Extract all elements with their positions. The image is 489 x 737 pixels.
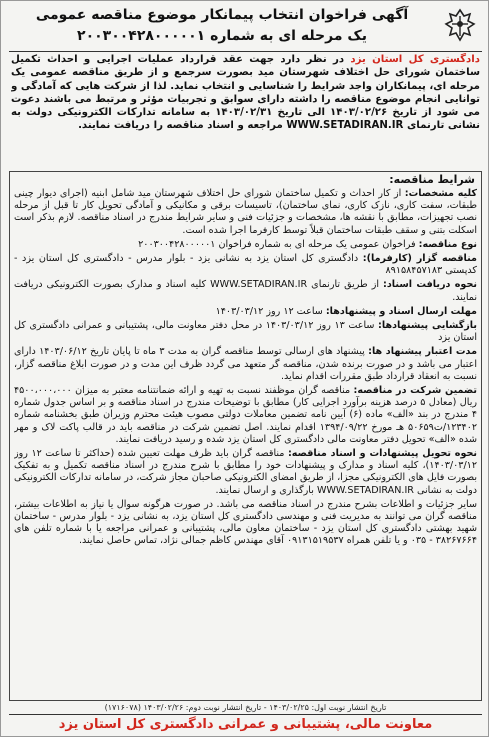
condition-item [14,346,477,383]
condition-text: پیشنهاد های ارسالی توسط مناقصه گران به مدت ۳ ماه تا پایان تاریخ ۱۴۰۳/۰۶/۱۲ دارای اعتبار می باشد و در صورت برنده شدن، مناقصه گر متعهد می گردد ظرف این مدت و در صورت ابلاغ مناقصه گزار، نسبت به انعقاد قرارداد طبق مقررات اقدام نماید. [14,346,477,382]
issuer-footer: معاونت مالی، پشتیبانی و عمرانی دادگستری کل استان یزد [9,714,482,735]
condition-text: دادگستری کل استان یزد به نشانی یزد - بلوار مدرس - دادگستری کل استان یزد - کدپستی ۸۹۱۵۸۴۵۷۱۸۳ [14,253,477,277]
conditions-title: شرایط مناقصه: [389,173,475,186]
condition-item [14,385,477,446]
condition-text: از کار احداث و تکمیل ساختمان شورای حل اختلاف شهرستان مید شامل ابنیه (اجرای دیوار چینی طبقات، سفت کاری، نازک کاری، نمای ساختمان)، تاسیسات برقی و مکانیکی و آمادگی تحویل کار تا قبل از مرحله نصب تجهیزات، مطابق با نقشه ها، مشخصات و جزئیات فنی و سایر شرایط مندرج در اسناد مناقصه. لازم بذکر است اسکلت بتنی و سقف طبقات ساختمان قبلاً توسط کارفرما اجرا شده است. [14,188,477,236]
publish-info: (۱۷۱۶۰۷۸) تاریخ انتشار نوبت اول: ۱۴۰۳/۰۲/۲۵ - تاریخ انتشار نوبت دوم: ۱۴۰۳/۰۲/۲۶ [104,703,387,712]
condition-text: ساعت ۱۳ روز ۱۴۰۳/۰۳/۱۲ در محل دفتر معاونت مالی، پشتیبانی و عمرانی دادگستری کل استان یزد [14,320,477,344]
emblem-icon [440,6,480,46]
condition-label: نوع مناقصه: [418,238,477,250]
condition-text: سایر جزئیات و اطلاعات بشرح مندرج در اسناد مناقصه می باشد. در صورت هرگونه سوال یا نیاز به اطلاعات بیشتر، مناقصه گران می توانند به مدیریت فنی و مهندسی دادگستری کل استان یزد، به نشانی یزد - بلوار مدرس - ساختمان شهید بهشتی دادگستری کل استان یزد - ساختمان معاون مالی، پشتیبانی و عمرانی مراجعه یا با شماره تلفن های ۳۸۲۶۷۶۶۴ - ۰۳۵ و یا تلفن همراه ۰۹۱۳۱۵۱۹۵۳۷ آقای مهندس کاظم جمالی نژاد، تماس حاصل نمایند. [14,498,477,547]
condition-text: مناقصه گران موظفند نسبت به تهیه و ارائه ضمانتنامه معتبر به میزان ۴۵۰۰،۰۰۰،۰۰۰ ریال (معادل ۵ درصد هزینه برآورد اجرایی کار) مطابق با توضیحات مندرج در اسناد مناقصه و بر اساس جدول شماره ۴ مندرج در بند «الف» ماده (۶) آیین نامه تضمین معاملات دولتی مصوب هیئت محترم وزیران طبق بخشنامه شماره ۱۲۳۴۰۲/ت۵۰۶۵۹ هـ مورخ ۱۳۹۴/۰۹/۲۲ اقدام نمایند. اصل تضمین شرکت در مناقصه باید در قالب پاکت لاک و مهر شده «الف» تحویل دفتر معاونت مالی دادگستری کل استان یزد شده و رسید دریافت نمایند. [14,385,477,445]
condition-item [14,320,477,344]
condition-label: مدت اعتبار پیشنهاد ها: [368,346,477,358]
notice-header [9,3,482,52]
notice-title: آگهی فراخوان انتخاب پیمانکار موضوع مناقصه عمومی [35,7,409,23]
condition-item [14,499,477,548]
condition-label: نحوه دریافت اسناد: [383,279,477,291]
organization-name: دادگستری کل استان یزد [350,54,480,65]
condition-item [14,239,477,251]
condition-label: تضمین شرکت در مناقصه: [353,385,477,397]
condition-label: مهلت ارسال اسناد و پیشنهادها: [325,305,477,317]
condition-text: ساعت ۱۲ روز ۱۴۰۳/۰۳/۱۲ [215,305,323,317]
condition-item [14,188,477,237]
condition-text: مناقصه گران باید ظرف مهلت تعیین شده (حداکثر تا ساعت ۱۲ روز ۱۴۰۳/۰۳/۱۲)، کلیه اسناد و مدارک و پیشنهادات خود را مطابق با شرح مندرج در اسناد مناقصه تکمیل و به تفکیک بصورت فایل های الکترونیکی مجزا، از طریق امضای الکترونیکی صاحبان مجاز شرکت، در سامانه تدارکات الکترونیکی دولت به نشانی WWW.SETADIRAN.IR بارگذاری و ارسال نمایند. [14,448,477,496]
condition-label: بازگشایی پیشنهادها: [378,320,477,332]
condition-text: فراخوان عمومی یک مرحله ای به شماره فراخوان ۲۰۰۳۰۰۴۲۸۰۰۰۰۰۱ [138,238,416,250]
conditions-box [9,171,482,701]
intro-text: در نظر دارد جهت عقد قرارداد عملیات اجرایی و احداث تکمیل ساختمان شورای حل اختلاف شهرستان مید بصورت سرجمع و از طریق مناقصه عمومی یک مرحله ای، پیمانکاران واجد شرایط را شناسایی و انتخاب نماید. لذا از شرکت هایی که آمادگی و توانایی انجام موضوع مناقصه را داشته دارای سوابق و تجربیات مؤثر و مرتبط می باشند دعوت می شود از تاریخ ۱۴۰۳/۰۲/۲۶ الی تاریخ ۱۴۰۳/۰۲/۳۱ به سامانه تدارکات الکترونیکی دولت به نشانی تارنمای WWW.SETADIRAN.IR مراجعه و اسناد مناقصه را دریافت نمایند. [11,54,480,132]
notice-number: یک مرحله ای به شماره ۲۰۰۳۰۰۴۲۸۰۰۰۰۰۱ [77,28,367,44]
condition-label: کلیه مشخصات: [404,188,477,199]
conditions-body [14,188,477,698]
condition-item [14,253,477,277]
condition-item [14,306,477,318]
condition-label: نحوه تحویل پیشنهادات و اسناد مناقصه: [287,448,477,460]
intro-paragraph [11,53,480,169]
condition-text: از طریق تارنمای WWW.SETADIRAN.IR کلیه اسناد و مدارک بصورت الکترونیکی دریافت نمایند. [14,279,477,303]
condition-item [14,448,477,497]
condition-item [14,279,477,303]
condition-label: مناقصه گزار (کارفرما): [362,253,477,265]
